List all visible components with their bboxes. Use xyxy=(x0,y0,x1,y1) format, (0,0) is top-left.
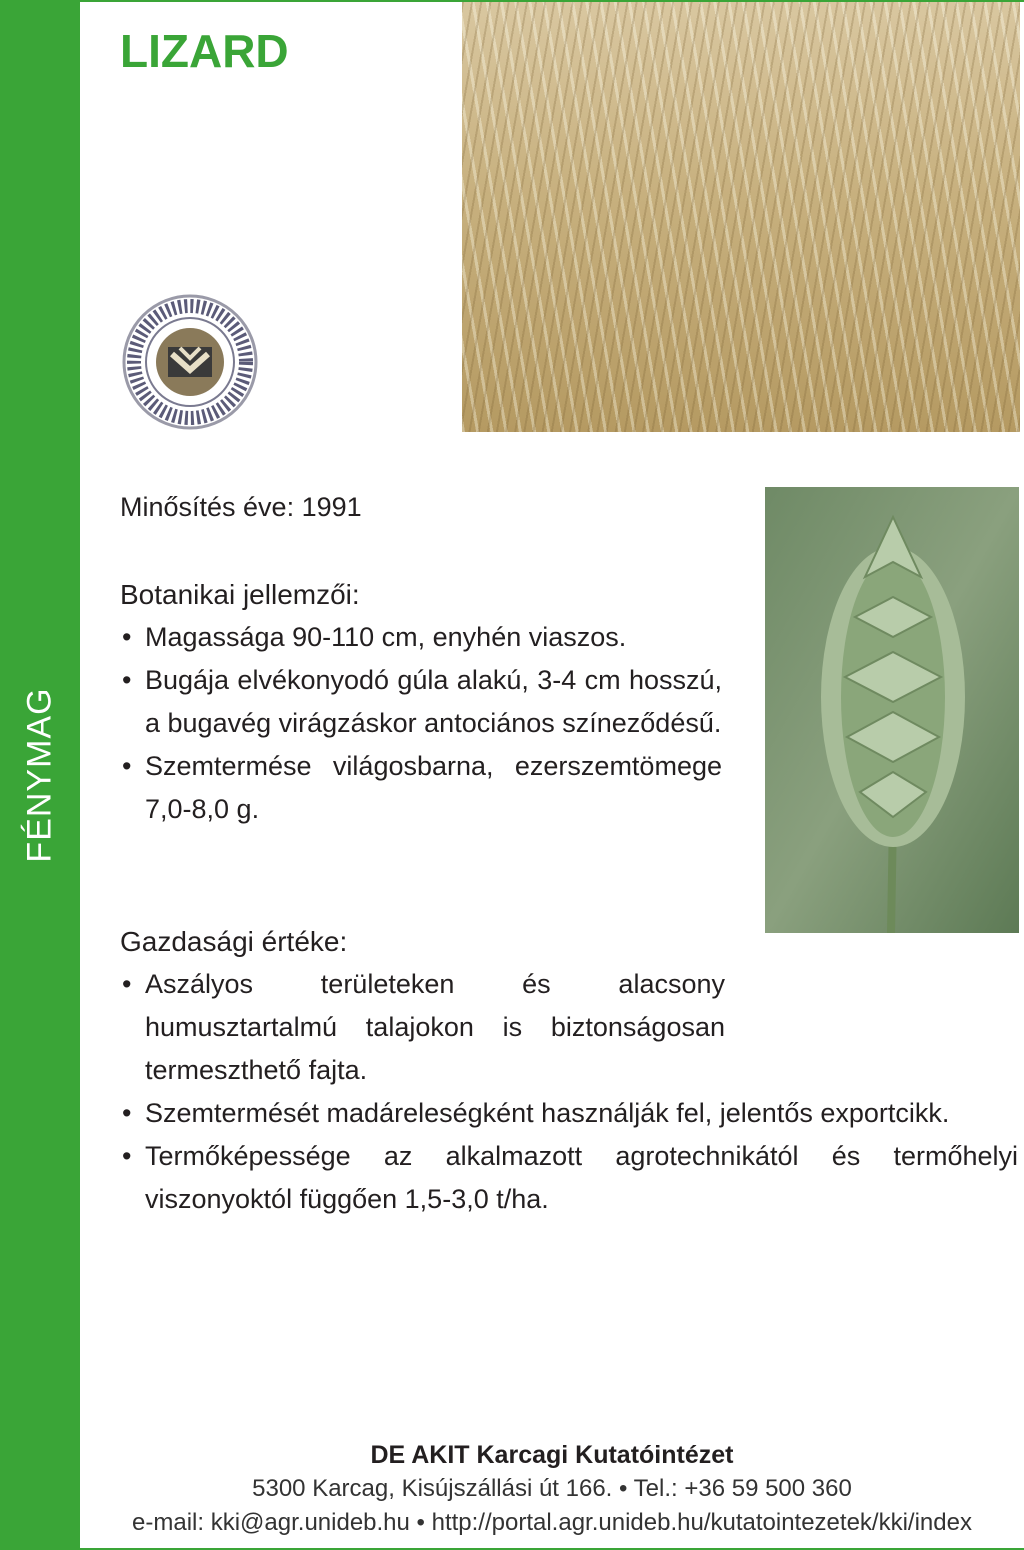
institute-seal-logo xyxy=(120,292,260,432)
economic-section xyxy=(120,920,1018,1221)
qualification-label: Minősítés éve: xyxy=(120,492,295,522)
list-item: • Bugája elvékonyodó gúla alakú, 3-4 cm hosszú, a bugavég virágzáskor antociános színeződésű. xyxy=(120,659,722,745)
botanical-list xyxy=(120,616,722,831)
footer xyxy=(80,1438,1024,1540)
field-photo xyxy=(462,2,1020,432)
variety-title: LIZARD xyxy=(120,25,289,77)
botanical-heading: Botanikai jellemzői: xyxy=(120,579,360,610)
footer-contact: e-mail: kki@agr.unideb.hu • http://portal.agr.unideb.hu/kutatointezetek/kki/index xyxy=(132,1509,972,1536)
list-item: • Szemtermését madáreleségként használják fel, jelentős exportcikk. xyxy=(120,1092,1018,1135)
botanical-section xyxy=(120,573,722,831)
qualification-year xyxy=(120,486,720,529)
list-item: • Aszályos területeken és alacsony humusztartalmú talajokon is biztonságosan termeszthető fajta. xyxy=(120,963,725,1092)
economic-heading: Gazdasági értéke: xyxy=(120,926,348,957)
list-item: • Termőképessége az alkalmazott agrotechnikától és termőhelyi viszonyoktól függően 1,5-3,0 t/ha. xyxy=(120,1135,1018,1221)
footer-organization: DE AKIT Karcagi Kutatóintézet xyxy=(370,1441,734,1469)
seed-head-photo xyxy=(765,487,1019,933)
list-item: • Magassága 90-110 cm, enyhén viaszos. xyxy=(120,616,722,659)
category-label: FÉNYMAG xyxy=(20,687,59,863)
qualification-value: 1991 xyxy=(301,492,362,522)
side-bar xyxy=(0,0,80,1550)
footer-address: 5300 Karcag, Kisújszállási út 166. • Tel.: +36 59 500 360 xyxy=(252,1475,852,1502)
list-item: • Szemtermése világosbarna, ezerszemtömege 7,0-8,0 g. xyxy=(120,745,722,831)
economic-list xyxy=(120,963,1018,1221)
